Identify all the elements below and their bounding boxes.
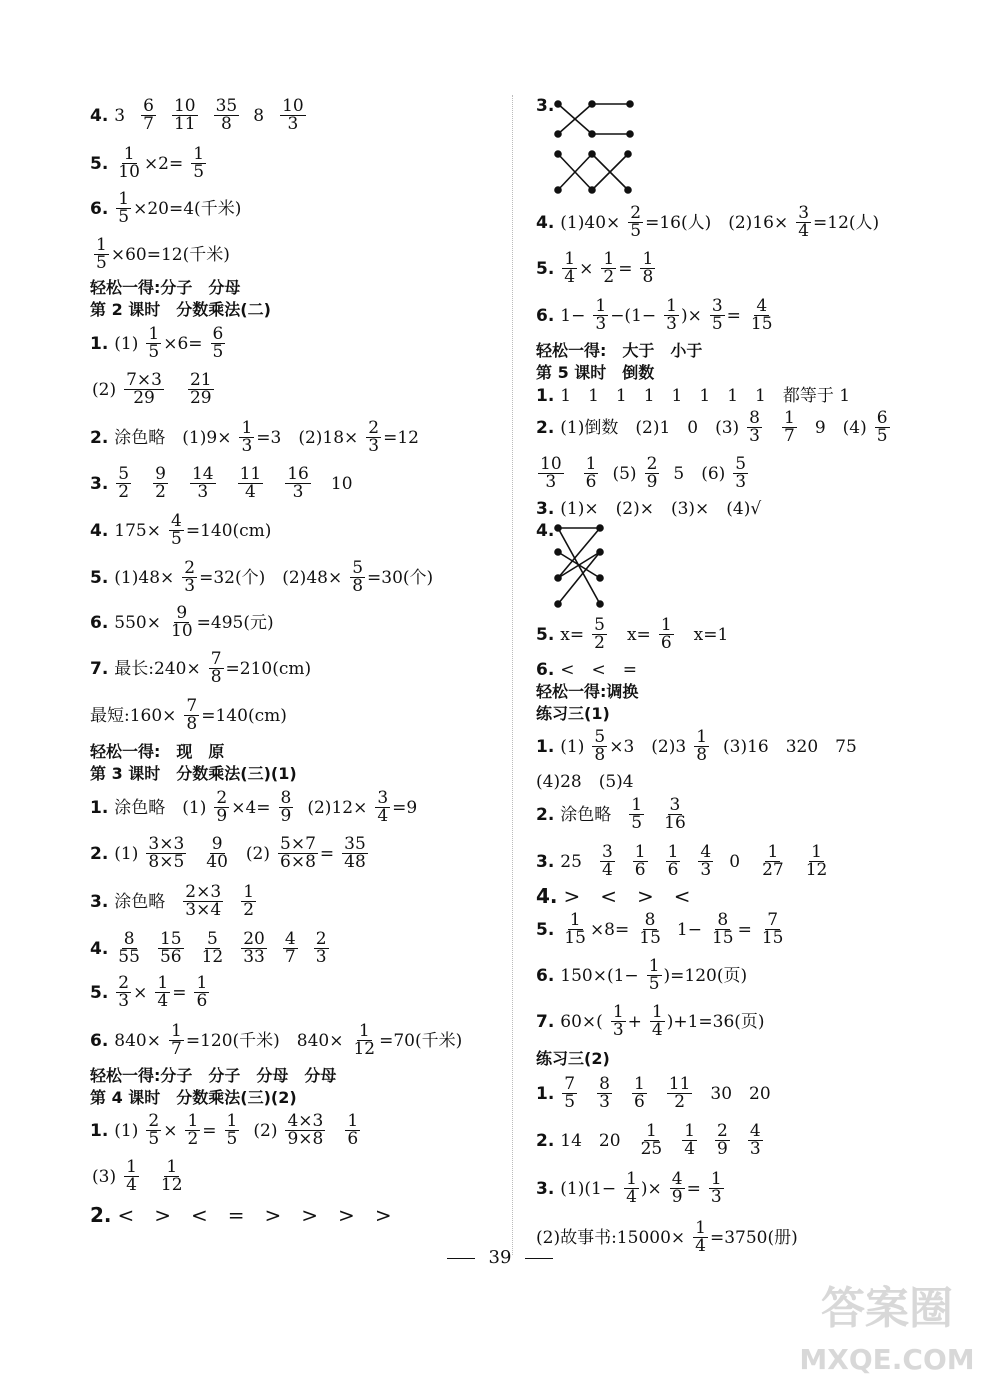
answer-4c-line <box>536 886 697 906</box>
answer-3d-line <box>536 1171 726 1206</box>
expression: (5) <box>612 463 637 484</box>
expression: (1) <box>114 1120 139 1141</box>
expression: =210(cm) <box>225 658 312 679</box>
fraction: $\frac{4}{7}$ <box>284 929 296 967</box>
fraction: $\frac{4}{15}$ <box>750 296 773 334</box>
fraction: $\frac{3}{16}$ <box>664 795 686 833</box>
answer-7-line <box>536 1004 771 1039</box>
item-number: 2. <box>90 843 109 864</box>
fraction: $\frac{9}{40}$ <box>206 834 228 872</box>
fraction: $\frac{5}{8}$ <box>594 727 606 765</box>
fraction: $\frac{3}{4}$ <box>377 788 389 826</box>
fraction: $\frac{1}{5}$ <box>118 189 130 227</box>
item-number: 4. <box>90 105 109 126</box>
fraction: $\frac{5}{3}$ <box>735 454 747 492</box>
expression: =30(个) <box>367 567 434 588</box>
tip-line: 轻松一得: 大于 小于 <box>536 341 703 360</box>
expression: 14 20 <box>560 1130 621 1151</box>
expression: (1)48× <box>114 567 175 588</box>
watermark-title: 答案圈 <box>821 1283 953 1334</box>
fraction: $\frac{1}{5}$ <box>631 795 643 833</box>
expression: = <box>202 1120 217 1141</box>
fraction: $\frac{20}{33}$ <box>243 929 265 967</box>
expression: 涂色略 (1) <box>114 797 207 818</box>
fraction: $\frac{1}{4}$ <box>651 1002 663 1040</box>
fraction: $\frac{10}{11}$ <box>173 96 196 134</box>
fraction: $\frac{2}{9}$ <box>646 454 658 492</box>
fraction: $\frac{3}{4}$ <box>601 842 613 880</box>
fraction: $\frac{11}{4}$ <box>239 464 262 502</box>
item-number: 6. <box>90 1030 109 1051</box>
item-number: 4. <box>536 212 555 233</box>
fraction: $\frac{1}{12}$ <box>353 1021 376 1059</box>
lesson-heading: 第 5 课时 倒数 <box>536 363 655 382</box>
fraction: $\frac{7}{5}$ <box>564 1074 576 1112</box>
fraction: $\frac{1}{6}$ <box>347 1111 359 1149</box>
fraction: $\frac{5}{12}$ <box>201 929 224 967</box>
expression: =140(cm) <box>201 705 287 726</box>
expression: =3750(册) <box>709 1227 798 1248</box>
tip-line: 轻松一得: 现 原 <box>90 742 225 761</box>
item-number: 3. <box>536 96 555 116</box>
fraction: $\frac{8}{15}$ <box>639 910 661 948</box>
answer-1c-line: (4)28 (5)4 <box>536 772 634 792</box>
item-number: 6. <box>90 612 109 633</box>
answer-5b-line <box>536 617 734 652</box>
expression: ×8= <box>589 919 630 940</box>
expression: )× <box>680 305 702 326</box>
expression: 1− <box>560 305 586 326</box>
expression: ×2= <box>143 153 184 174</box>
answer-1-line <box>536 386 856 406</box>
tip-line: 轻松一得:分子 分母 <box>90 278 241 297</box>
item-number: 4. <box>536 521 555 541</box>
answer-3-line <box>536 499 767 519</box>
item-number: 4. <box>90 938 109 959</box>
expression: =16(人) (2)16× <box>645 212 789 233</box>
answer-4-line <box>90 98 308 133</box>
item-number: 5. <box>90 153 109 174</box>
expression: =32(个) (2)48× <box>199 567 343 588</box>
expression: =3 (2)18× <box>256 427 359 448</box>
answer-2-line <box>536 410 892 445</box>
fraction: $\frac{1}{10}$ <box>118 144 140 182</box>
expression: (2) <box>253 1120 278 1141</box>
item-number: 6. <box>536 660 555 680</box>
expression: 涂色略 (1)9× <box>114 427 232 448</box>
comparison-signs: < > < = > > > > <box>117 1203 392 1227</box>
fraction: $\frac{1}{5}$ <box>226 1111 238 1149</box>
fraction: $\frac{1}{2}$ <box>603 249 615 287</box>
item-number: 3. <box>90 891 109 912</box>
lesson-heading: 第 3 课时 分数乘法(三)(1) <box>90 764 297 783</box>
expression: × <box>163 1120 178 1141</box>
fraction: $\frac{1}{6}$ <box>585 454 597 492</box>
item-number: 1. <box>90 797 109 818</box>
expression: ×20=4(千米) <box>133 198 242 219</box>
item-number: 7. <box>536 1011 555 1032</box>
expression: = <box>686 1178 701 1199</box>
item-number: 5. <box>90 567 109 588</box>
fraction: $\frac{1}{2}$ <box>187 1111 199 1149</box>
expression: (2) <box>92 379 117 400</box>
item-number: 6. <box>536 965 555 986</box>
expression: = <box>172 982 187 1003</box>
dash-left <box>447 1258 475 1259</box>
expression: 840× <box>114 1030 161 1051</box>
fraction: $\frac{3\times 3}{8\times 5}$ <box>148 834 185 872</box>
expression: = <box>618 258 633 279</box>
fraction: $\frac{10}{3}$ <box>282 96 304 134</box>
item-number: 1. <box>536 736 555 757</box>
fraction: $\frac{5}{2}$ <box>594 615 605 653</box>
item-number: 1. <box>536 1083 555 1104</box>
item-number: 1. <box>536 386 555 406</box>
answer-1b-line <box>536 729 863 764</box>
expression: (1)× (2)× (3)× (4)√ <box>560 499 762 519</box>
fraction: $\frac{3}{5}$ <box>711 296 723 334</box>
fraction: $\frac{2}{3}$ <box>368 418 380 456</box>
fraction: $\frac{1}{4}$ <box>157 973 169 1011</box>
answer-2c-line <box>90 836 370 871</box>
expression: x= <box>560 624 585 645</box>
expression: (2)故事书:15000× <box>536 1227 686 1248</box>
answer-2b-line <box>536 456 750 491</box>
fraction: $\frac{2\times 3}{3\times 4}$ <box>185 882 222 920</box>
fraction: $\frac{15}{56}$ <box>159 929 182 967</box>
expression: (1) <box>114 843 139 864</box>
item-number: 6. <box>536 305 555 326</box>
answer-1d-line <box>90 1113 362 1148</box>
expression: (2) <box>245 843 271 864</box>
expression: x=1 <box>693 624 729 645</box>
expression: 0 <box>729 851 741 872</box>
answer-3-line <box>90 466 359 501</box>
expression: 550× <box>114 612 161 633</box>
expression: ×60=12(千米) <box>110 244 230 265</box>
answer-6c-line <box>536 958 753 993</box>
expression: < < = <box>560 660 638 680</box>
page-number-text: 39 <box>488 1247 512 1268</box>
comparison-signs: > < > < <box>563 884 691 908</box>
item-number: 6. <box>90 198 109 219</box>
fraction: $\frac{1}{4}$ <box>126 1157 137 1195</box>
item-number: 5. <box>536 624 555 645</box>
item-number: 5. <box>536 919 555 940</box>
expression: ×4= <box>231 797 271 818</box>
answer-3c-line <box>90 884 258 919</box>
expression: =12(人) <box>813 212 880 233</box>
fraction: $\frac{16}{3}$ <box>287 464 309 502</box>
column-divider <box>512 95 513 1255</box>
answer-6b-line <box>92 237 236 272</box>
fraction: $\frac{4}{9}$ <box>671 1169 683 1207</box>
expression: 最长:240× <box>114 658 201 679</box>
expression: (1)40× <box>560 212 621 233</box>
exercise-heading: 练习三(2) <box>536 1049 610 1068</box>
item-number: 4. <box>536 884 558 908</box>
fraction: $\frac{2}{3}$ <box>184 558 196 596</box>
answer-1-line <box>90 326 227 361</box>
fraction: $\frac{35}{8}$ <box>215 96 238 134</box>
item-number: 2. <box>536 417 555 438</box>
fraction: $\frac{21}{29}$ <box>189 370 212 408</box>
lesson-heading: 第 2 课时 分数乘法(二) <box>90 300 271 319</box>
answer-1d-line <box>536 1076 777 1111</box>
dash-right <box>525 1258 553 1259</box>
fraction: $\frac{1}{15}$ <box>564 910 586 948</box>
answer-value: 3 <box>114 105 126 126</box>
expression: 10 <box>330 473 353 494</box>
answer-7b-line <box>90 698 293 733</box>
expression: =120(千米) 840× <box>185 1030 344 1051</box>
lesson-heading: 第 4 课时 分数乘法(三)(2) <box>90 1088 297 1107</box>
fraction: $\frac{1}{6}$ <box>633 1074 645 1112</box>
expression: =12 <box>383 427 420 448</box>
expression: × <box>579 258 594 279</box>
fraction: $\frac{5\times 7}{6\times 8}$ <box>280 834 316 872</box>
expression: = <box>726 305 741 326</box>
fraction: $\frac{1}{4}$ <box>684 1121 696 1159</box>
fraction: $\frac{4}{3}$ <box>749 1121 761 1159</box>
fraction: $\frac{1}{12}$ <box>160 1157 183 1195</box>
expression: 175× <box>114 520 161 541</box>
expression: (3)16 320 75 <box>723 736 857 757</box>
fraction: $\frac{4}{5}$ <box>171 511 182 549</box>
fraction: $\frac{2}{3}$ <box>118 973 130 1011</box>
expression: = <box>319 843 335 864</box>
fraction: $\frac{10}{3}$ <box>540 454 562 492</box>
expression: =140(cm) <box>185 520 272 541</box>
fraction: $\frac{7}{8}$ <box>186 696 198 734</box>
answer-2d-line <box>90 1205 398 1225</box>
fraction: $\frac{1}{4}$ <box>695 1218 706 1256</box>
fraction: $\frac{1}{6}$ <box>196 973 208 1011</box>
item-number: 1. <box>90 1120 109 1141</box>
expression: ×6= <box>163 333 203 354</box>
expression: 5 (6) <box>673 463 726 484</box>
expression: (1)倒数 (2)1 0 (3) <box>560 417 740 438</box>
fraction: $\frac{8}{9}$ <box>280 788 292 826</box>
fraction: $\frac{6}{7}$ <box>143 96 154 134</box>
watermark-url: MXQE.COM <box>799 1343 975 1376</box>
fraction: $\frac{11}{2}$ <box>668 1074 691 1112</box>
expression: −(1− <box>610 305 657 326</box>
fraction: $\frac{1}{25}$ <box>640 1121 663 1159</box>
fraction: $\frac{8}{55}$ <box>118 929 140 967</box>
item-number: 7. <box>90 658 109 679</box>
expression: =70(千米) <box>379 1030 463 1051</box>
expression: + <box>627 1011 642 1032</box>
fraction: $\frac{9}{2}$ <box>155 464 166 502</box>
watermark-logo <box>792 1265 982 1385</box>
fraction: $\frac{7}{8}$ <box>210 649 222 687</box>
item-number: 4. <box>90 520 109 541</box>
expression: 1 1 1 1 1 1 1 1 都等于 1 <box>560 386 851 406</box>
fraction: $\frac{7\times 3}{29}$ <box>126 370 162 408</box>
fraction: $\frac{1}{6}$ <box>660 615 672 653</box>
expression: 150×(1− <box>560 965 639 986</box>
answer-2d-line <box>536 1123 765 1158</box>
expression: )=120(页) <box>663 965 748 986</box>
expression: )+1=36(页) <box>666 1011 765 1032</box>
answer-4-line <box>536 205 885 240</box>
fraction: $\frac{1}{5}$ <box>193 144 205 182</box>
exercise-heading: 练习三(1) <box>536 704 610 723</box>
fraction: $\frac{5}{2}$ <box>118 464 130 502</box>
expression: x= <box>626 624 651 645</box>
item-number: 3. <box>536 499 555 519</box>
answer-6-line <box>536 298 777 333</box>
fraction: $\frac{2}{5}$ <box>148 1111 160 1149</box>
expression: (2)12× <box>307 797 368 818</box>
item-number: 2. <box>536 804 555 825</box>
expression: 9 (4) <box>814 417 867 438</box>
matching-diagram-2 <box>550 520 610 610</box>
expression: × <box>133 982 148 1003</box>
expression: 25 <box>560 851 582 872</box>
item-number: 3. <box>536 851 555 872</box>
fraction: $\frac{4\times 3}{9\times 8}$ <box>287 1111 324 1149</box>
fraction: $\frac{4}{3}$ <box>700 842 712 880</box>
answer-4b-line <box>90 513 277 548</box>
fraction: $\frac{1}{5}$ <box>96 235 107 273</box>
fraction: $\frac{1}{3}$ <box>710 1169 722 1207</box>
fraction: $\frac{2}{9}$ <box>216 788 228 826</box>
answer-4c-line <box>90 931 331 966</box>
item-number: 3. <box>90 473 109 494</box>
fraction: $\frac{8}{15}$ <box>711 910 734 948</box>
fraction: $\frac{9}{10}$ <box>171 603 193 641</box>
fraction: $\frac{1}{3}$ <box>666 296 677 334</box>
answer-6-line <box>90 191 247 226</box>
answer-value: 8 <box>253 105 265 126</box>
fraction: $\frac{2}{3}$ <box>315 929 327 967</box>
expression: 涂色略 <box>114 891 166 912</box>
answer-2c-line <box>536 797 690 832</box>
fraction: $\frac{1}{5}$ <box>148 324 160 362</box>
fraction: $\frac{1}{27}$ <box>762 842 784 880</box>
fraction: $\frac{5}{8}$ <box>352 558 364 596</box>
expression: =495(元) <box>196 612 274 633</box>
matching-diagram-1 <box>550 96 640 196</box>
item-number: 2. <box>90 1203 112 1227</box>
fraction: $\frac{1}{6}$ <box>667 842 679 880</box>
answer-6b-line <box>536 660 643 680</box>
fraction: $\frac{1}{2}$ <box>243 882 255 920</box>
fraction: $\frac{1}{6}$ <box>634 842 646 880</box>
item-number: 5. <box>536 258 555 279</box>
answer-5-line <box>536 251 657 286</box>
item-number: 5. <box>90 982 109 1003</box>
fraction: $\frac{1}{12}$ <box>805 842 828 880</box>
fraction: $\frac{1}{8}$ <box>696 727 708 765</box>
fraction: $\frac{2}{5}$ <box>630 203 642 241</box>
expression: = <box>737 919 752 940</box>
expression: 1− <box>676 919 702 940</box>
answer-2-line <box>90 420 425 455</box>
fraction: $\frac{1}{4}$ <box>626 1169 637 1207</box>
expression: =9 <box>392 797 418 818</box>
fraction: $\frac{8}{3}$ <box>749 408 760 446</box>
tip-line: 轻松一得:调换 <box>536 682 639 701</box>
answer-5b-line <box>90 560 439 595</box>
answer-6d-line <box>90 1023 468 1058</box>
item-number: 2. <box>536 1130 555 1151</box>
fraction: $\frac{8}{3}$ <box>599 1074 610 1112</box>
fraction: $\frac{1}{5}$ <box>648 956 660 994</box>
fraction: $\frac{7}{15}$ <box>761 910 784 948</box>
answer-5-line <box>90 146 208 181</box>
answer-7-line <box>90 651 317 686</box>
expression: ×3 (2)3 <box>609 736 687 757</box>
fraction: $\frac{1}{7}$ <box>171 1021 182 1059</box>
fraction: $\frac{3}{4}$ <box>798 203 810 241</box>
expression: (1) <box>114 333 139 354</box>
answer-1b-line <box>92 372 216 407</box>
answer-5c-line <box>90 975 211 1010</box>
answer-6c-line <box>90 605 280 640</box>
answer-5c-line <box>536 912 787 947</box>
fraction: $\frac{1}{3}$ <box>595 296 607 334</box>
expression: )× <box>640 1178 662 1199</box>
fraction: $\frac{1}{7}$ <box>784 408 795 446</box>
expression: 60×( <box>560 1011 603 1032</box>
fraction: $\frac{6}{5}$ <box>212 324 224 362</box>
expression: 涂色略 <box>560 804 612 825</box>
fraction: $\frac{1}{3}$ <box>241 418 253 456</box>
expression: (1)(1− <box>560 1178 617 1199</box>
expression: 最短:160× <box>90 705 177 726</box>
fraction: $\frac{35}{48}$ <box>344 834 366 872</box>
item-number: 2. <box>90 427 109 448</box>
expression: 30 20 <box>710 1083 771 1104</box>
fraction: $\frac{14}{3}$ <box>191 464 214 502</box>
fraction: $\frac{1}{3}$ <box>612 1002 624 1040</box>
fraction: $\frac{6}{5}$ <box>876 408 888 446</box>
item-number: 1. <box>90 333 109 354</box>
fraction: $\frac{1}{4}$ <box>564 249 576 287</box>
expression: (1) <box>560 736 585 757</box>
fraction: $\frac{1}{8}$ <box>642 249 654 287</box>
answer-1e-line <box>92 1159 187 1194</box>
answer-3c-line <box>536 844 831 879</box>
fraction: $\frac{2}{9}$ <box>717 1121 728 1159</box>
tip-line: 轻松一得:分子 分子 分母 分母 <box>90 1066 337 1085</box>
item-number: 3. <box>536 1178 555 1199</box>
answer-1c-line <box>90 790 423 825</box>
expression: (3) <box>92 1166 117 1187</box>
